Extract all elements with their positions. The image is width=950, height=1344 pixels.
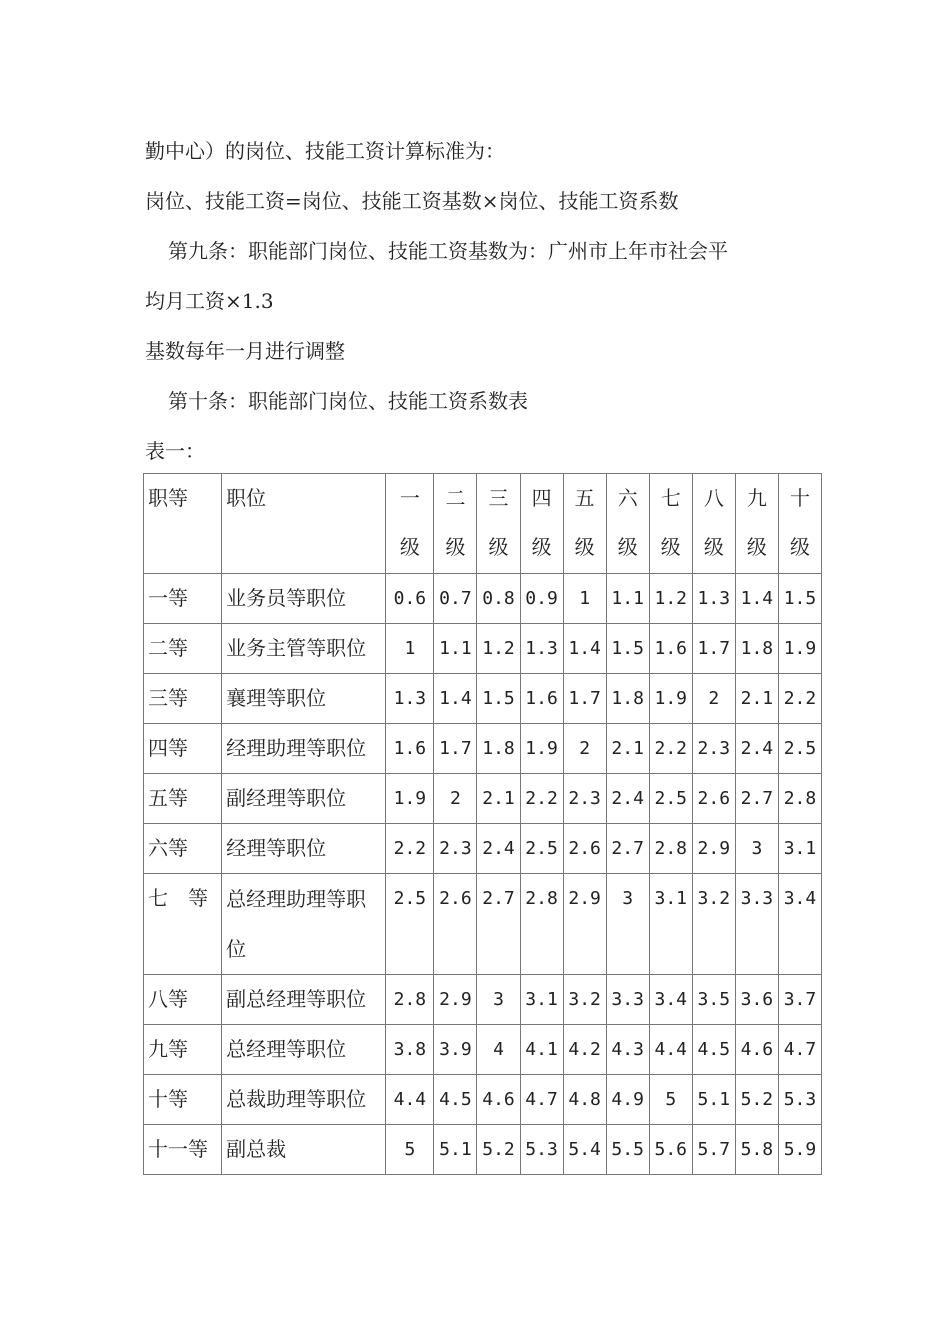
coefficient-cell: 1.6 [520,674,563,724]
table-row [144,574,822,624]
coefficient-cell: 4.5 [434,1075,477,1125]
coefficient-cell: 5 [649,1075,692,1125]
coefficient-cell: 1.6 [649,624,692,674]
coefficient-cell: 2.1 [477,774,520,824]
paragraph-2: 岗位、技能工资=岗位、技能工资基数×岗位、技能工资系数 [145,189,679,213]
rank-cell: 一等 [144,574,222,624]
coefficient-cell: 1.5 [778,574,821,624]
coefficient-cell: 3.2 [563,975,606,1025]
coefficient-cell: 3.1 [778,824,821,874]
position-cell: 总经理助理等职位 [222,874,386,975]
rank-cell: 二等 [144,624,222,674]
coefficient-cell: 1.1 [606,574,649,624]
coefficient-cell: 3.2 [692,874,735,975]
coefficient-cell: 5.1 [692,1075,735,1125]
coefficient-cell: 1.6 [386,724,434,774]
rank-cell: 六等 [144,824,222,874]
coefficient-cell: 2.1 [735,674,778,724]
table-row [144,1025,822,1075]
coefficient-cell: 1.5 [477,674,520,724]
coefficient-cell: 3.1 [520,975,563,1025]
coefficient-cell: 2.8 [649,824,692,874]
coefficient-cell: 2.4 [735,724,778,774]
coefficient-cell: 0.7 [434,574,477,624]
header-level-4: 四 级 [520,474,563,574]
coefficient-cell: 1.7 [434,724,477,774]
coefficient-cell: 4.5 [692,1025,735,1075]
coefficient-cell: 2.4 [606,774,649,824]
coefficient-cell: 2.7 [477,874,520,975]
table-caption: 表一： [145,439,205,463]
coefficient-cell: 2.2 [778,674,821,724]
table-row [144,824,822,874]
coefficient-cell: 2.7 [735,774,778,824]
header-level-5: 五 级 [563,474,606,574]
coefficient-cell: 2.5 [649,774,692,824]
coefficient-cell: 1.7 [563,674,606,724]
coefficient-cell: 4.6 [477,1075,520,1125]
coefficient-cell: 5 [386,1125,434,1175]
coefficient-cell: 2.2 [520,774,563,824]
position-cell: 业务主管等职位 [222,624,386,674]
coefficient-cell: 2 [434,774,477,824]
paragraph-1: 勤中心）的岗位、技能工资计算标准为： [145,139,505,163]
coefficient-cell: 5.2 [477,1125,520,1175]
coefficient-cell: 0.6 [386,574,434,624]
coefficient-cell: 2 [692,674,735,724]
position-cell: 总经理等职位 [222,1025,386,1075]
coefficient-cell: 4.8 [563,1075,606,1125]
coefficient-cell: 4.3 [606,1025,649,1075]
position-cell: 业务员等职位 [222,574,386,624]
coefficient-cell: 3.9 [434,1025,477,1075]
coefficient-cell: 1.8 [735,624,778,674]
coefficient-cell: 2 [563,724,606,774]
coefficient-cell: 4.4 [386,1075,434,1125]
coefficient-cell: 3 [735,824,778,874]
position-cell: 副经理等职位 [222,774,386,824]
header-level-2: 二 级 [434,474,477,574]
position-cell: 副总裁 [222,1125,386,1175]
coefficient-cell: 2.5 [778,724,821,774]
coefficient-cell: 1.2 [649,574,692,624]
coefficient-cell: 4.4 [649,1025,692,1075]
rank-cell: 十等 [144,1075,222,1125]
table-row [144,674,822,724]
coefficient-cell: 1.5 [606,624,649,674]
coefficient-cell: 3.4 [778,874,821,975]
table-row [144,774,822,824]
coefficient-cell: 1.2 [477,624,520,674]
rank-cell: 十一等 [144,1125,222,1175]
coefficient-cell: 3.4 [649,975,692,1025]
coefficient-cell: 0.8 [477,574,520,624]
coefficient-cell: 1.9 [386,774,434,824]
coefficient-cell: 2.9 [692,824,735,874]
rank-cell: 四等 [144,724,222,774]
table-row [144,624,822,674]
coefficient-cell: 3.7 [778,975,821,1025]
coefficient-cell: 2.7 [606,824,649,874]
coefficient-cell: 5.6 [649,1125,692,1175]
coefficient-cell: 1 [386,624,434,674]
coefficient-cell: 5.5 [606,1125,649,1175]
coefficient-cell: 2.6 [563,824,606,874]
coefficient-cell: 5.8 [735,1125,778,1175]
coefficient-cell: 1.9 [778,624,821,674]
coefficient-cell: 2.5 [520,824,563,874]
coefficient-cell: 2.9 [563,874,606,975]
coefficient-cell: 1 [563,574,606,624]
rank-cell: 七 等 [144,874,222,975]
coefficient-cell: 4.6 [735,1025,778,1075]
header-level-7: 七 级 [649,474,692,574]
coefficient-cell: 1.8 [477,724,520,774]
paragraph-5: 基数每年一月进行调整 [145,339,345,363]
coefficient-cell: 3.8 [386,1025,434,1075]
header-level-3: 三 级 [477,474,520,574]
coefficient-cell: 3.3 [606,975,649,1025]
coefficient-cell: 2.6 [434,874,477,975]
header-level-1: 一 级 [386,474,434,574]
table-row [144,975,822,1025]
coefficient-cell: 2.3 [434,824,477,874]
position-cell: 襄理等职位 [222,674,386,724]
table-row [144,1075,822,1125]
table-row [144,874,822,975]
coefficient-cell: 3.1 [649,874,692,975]
coefficient-cell: 4.7 [520,1075,563,1125]
table-row [144,724,822,774]
header-position: 职位 [222,474,386,574]
coefficient-cell: 2.6 [692,774,735,824]
rank-cell: 九等 [144,1025,222,1075]
coefficient-cell: 4 [477,1025,520,1075]
header-level-9: 九 级 [735,474,778,574]
coefficient-cell: 3 [477,975,520,1025]
coefficient-cell: 3.5 [692,975,735,1025]
coefficient-cell: 1.3 [386,674,434,724]
coefficient-cell: 2.2 [649,724,692,774]
coefficient-cell: 1.1 [434,624,477,674]
header-rank: 职等 [144,474,222,574]
coefficient-cell: 5.1 [434,1125,477,1175]
paragraph-4: 均月工资×1.3 [145,289,274,313]
coefficient-cell: 4.2 [563,1025,606,1075]
coefficient-cell: 2.1 [606,724,649,774]
coefficient-cell: 3.3 [735,874,778,975]
position-cell: 副总经理等职位 [222,975,386,1025]
coefficient-cell: 5.4 [563,1125,606,1175]
paragraph-6: 第十条：职能部门岗位、技能工资系数表 [168,389,528,413]
coefficient-cell: 1.9 [520,724,563,774]
coefficient-cell: 1.4 [434,674,477,724]
position-cell: 总裁助理等职位 [222,1075,386,1125]
coefficient-cell: 4.7 [778,1025,821,1075]
coefficient-cell: 2.8 [386,975,434,1025]
coefficient-cell: 1.8 [606,674,649,724]
coefficient-cell: 4.9 [606,1075,649,1125]
coefficient-cell: 2.9 [434,975,477,1025]
coefficient-cell: 1.3 [520,624,563,674]
table-row [144,1125,822,1175]
coefficient-cell: 2.8 [520,874,563,975]
coefficient-cell: 0.9 [520,574,563,624]
rank-cell: 三等 [144,674,222,724]
coefficient-cell: 1.7 [692,624,735,674]
position-cell: 经理等职位 [222,824,386,874]
header-level-10: 十 级 [778,474,821,574]
coefficient-cell: 5.7 [692,1125,735,1175]
coefficient-cell: 5.9 [778,1125,821,1175]
coefficient-table [143,473,822,1175]
table-header-row [144,474,822,574]
paragraph-3: 第九条：职能部门岗位、技能工资基数为：广州市上年市社会平 [168,239,728,263]
header-level-8: 八 级 [692,474,735,574]
coefficient-cell: 1.3 [692,574,735,624]
rank-cell: 八等 [144,975,222,1025]
coefficient-cell: 2.3 [692,724,735,774]
position-cell: 经理助理等职位 [222,724,386,774]
coefficient-cell: 3.6 [735,975,778,1025]
coefficient-cell: 5.3 [520,1125,563,1175]
coefficient-cell: 4.1 [520,1025,563,1075]
coefficient-cell: 2.4 [477,824,520,874]
rank-cell: 五等 [144,774,222,824]
coefficient-cell: 1.4 [735,574,778,624]
coefficient-cell: 2.5 [386,874,434,975]
coefficient-cell: 1.9 [649,674,692,724]
header-level-6: 六 级 [606,474,649,574]
coefficient-cell: 3 [606,874,649,975]
coefficient-cell: 2.2 [386,824,434,874]
coefficient-cell: 2.8 [778,774,821,824]
coefficient-cell: 2.3 [563,774,606,824]
coefficient-cell: 1.4 [563,624,606,674]
coefficient-cell: 5.2 [735,1075,778,1125]
coefficient-cell: 5.3 [778,1075,821,1125]
